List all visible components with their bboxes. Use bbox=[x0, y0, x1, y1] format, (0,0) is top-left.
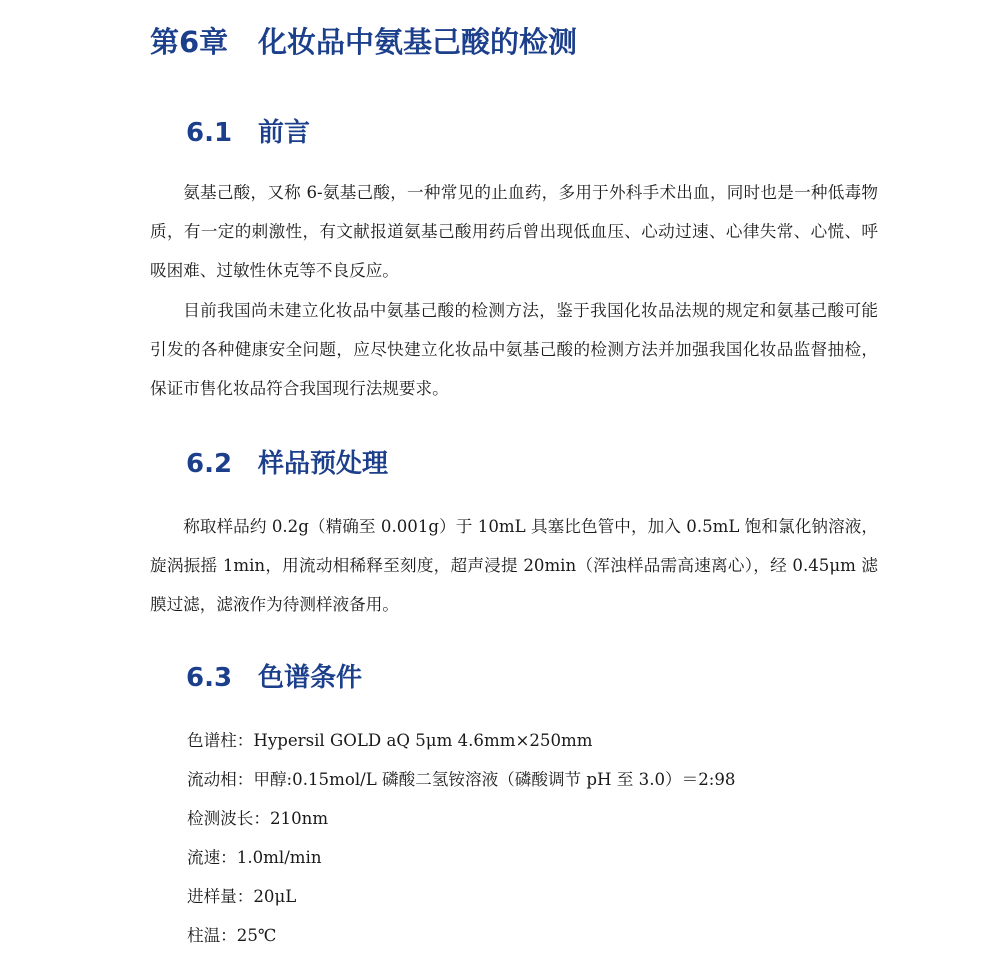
section-number: 6.3 bbox=[186, 663, 233, 693]
condition-flow-rate: 流速：1.0ml/min bbox=[187, 848, 322, 867]
chapter-number: 第6章 bbox=[150, 25, 229, 59]
section-number: 6.2 bbox=[186, 449, 233, 479]
section-title: 前言 bbox=[258, 118, 311, 148]
section-number: 6.1 bbox=[186, 118, 233, 148]
condition-column: 色谱柱：Hypersil GOLD aQ 5μm 4.6mm×250mm bbox=[187, 731, 593, 750]
chapter-title bbox=[150, 20, 577, 61]
chapter-title-text: 化妆品中氨基己酸的检测 bbox=[258, 25, 578, 59]
condition-mobile-phase: 流动相：甲醇:0.15mol/L 磷酸二氢铵溶液（磷酸调节 pH 至 3.0）＝2:98 bbox=[187, 770, 736, 789]
condition-column-temperature: 柱温：25℃ bbox=[187, 926, 277, 945]
paragraph-sample-prep: 称取样品约 0.2g（精确至 0.001g）于 10mL 具塞比色管中，加入 0.5mL 饱和氯化钠溶液，旋涡振摇 1min，用流动相稀释至刻度，超声浸提 20min（浑浊样品需高速离心），经 0.45μm 滤膜过滤，滤液作为待测样液备用。 bbox=[150, 517, 878, 614]
paragraph-intro-2: 目前我国尚未建立化妆品中氨基己酸的检测方法，鉴于我国化妆品法规的规定和氨基己酸可能引发的各种健康安全问题，应尽快建立化妆品中氨基己酸的检测方法并加强我国化妆品监督抽检，保证市售化妆品符合我国现行法规要求。 bbox=[150, 301, 878, 398]
section-title: 色谱条件 bbox=[258, 663, 363, 693]
paragraph-intro-1: 氨基己酸，又称 6-氨基己酸，一种常见的止血药，多用于外科手术出血，同时也是一种低毒物质，有一定的刺激性，有文献报道氨基己酸用药后曾出现低血压、心动过速、心律失常、心慌、呼吸困难、过敏性休克等不良反应。 bbox=[150, 183, 878, 280]
condition-injection-volume: 进样量：20μL bbox=[187, 887, 297, 906]
condition-wavelength: 检测波长：210nm bbox=[187, 809, 329, 828]
section-heading-6-2 bbox=[186, 443, 388, 480]
section-heading-6-1 bbox=[186, 112, 310, 149]
section-heading-6-3 bbox=[186, 657, 362, 694]
section-title: 样品预处理 bbox=[258, 449, 389, 479]
